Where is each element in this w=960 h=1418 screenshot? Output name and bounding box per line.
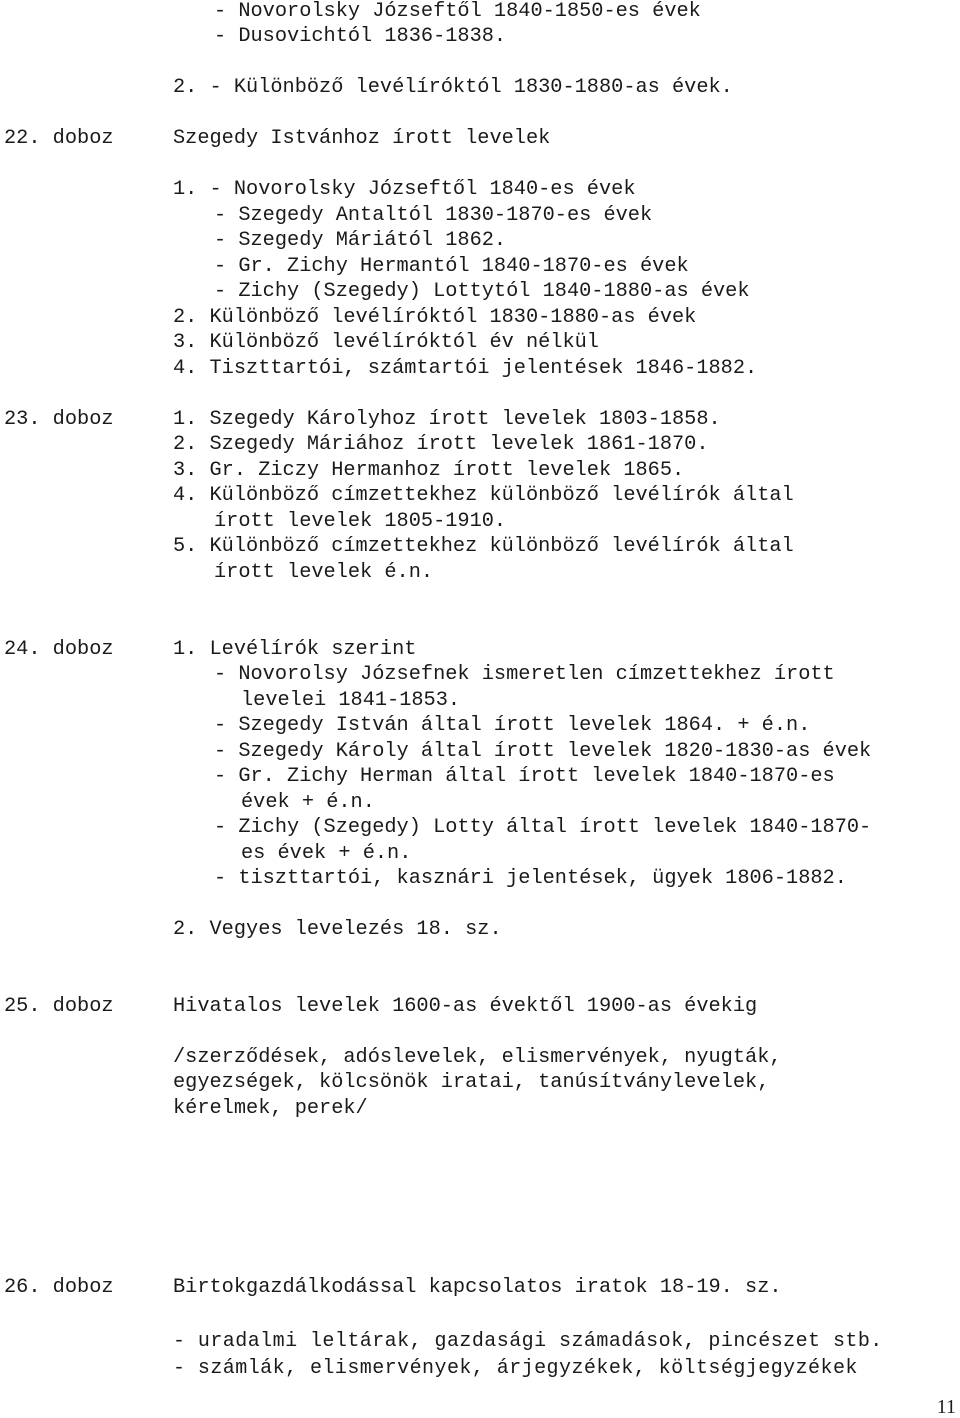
sub-item: - Szegedy Máriától 1862. (214, 229, 507, 252)
sub-item-continuation: es évek + é.n. (241, 842, 412, 865)
list-item: 4. Tiszttartói, számtartói jelentések 1846-1882. (173, 357, 758, 380)
box-title-25: Hivatalos levelek 1600-as évektől 1900-as évekig (173, 995, 758, 1018)
sub-item: - Novorolsy Józsefnek ismeretlen címzettekhez írott (214, 663, 835, 686)
page-number: 11 (936, 1396, 956, 1418)
description-line: kérelmek, perek/ (173, 1097, 368, 1120)
list-item: 1. Szegedy Károlyhoz írott levelek 1803-1858. (173, 408, 721, 431)
description-line: /szerződések, adóslevelek, elismervények, nyugták, (173, 1046, 782, 1069)
list-item: 2. Vegyes levelezés 18. sz. (173, 918, 502, 941)
list-item: 5. Különböző címzettekhez különböző levélírók által (173, 535, 794, 558)
sub-item: - Zichy (Szegedy) Lottytól 1840-1880-as évek (214, 280, 750, 303)
list-item: 2. - Különböző levélíróktól 1830-1880-as évek. (173, 76, 733, 99)
list-item: 3. Különböző levélíróktól év nélkül (173, 331, 599, 354)
bullet-item: - uradalmi leltárak, gazdasági számadások, pincészet stb. (173, 1330, 883, 1353)
box-label-22: 22. doboz (4, 127, 114, 150)
box-label-23: 23. doboz (4, 408, 114, 431)
box-title-22: Szegedy Istvánhoz írott levelek (173, 127, 551, 150)
sub-item: - Zichy (Szegedy) Lotty által írott levelek 1840-1870- (214, 816, 872, 839)
list-item: 4. Különböző címzettekhez különböző levélírók által (173, 484, 794, 507)
bullet-item: - számlák, elismervények, árjegyzékek, költségjegyzékek (173, 1357, 858, 1380)
header-line: - Novorolsky Józseftől 1840-1850-es évek (214, 0, 701, 23)
sub-item: - Szegedy Károly által írott levelek 1820-1830-as évek (214, 740, 872, 763)
sub-item: - Gr. Zichy Herman által írott levelek 1840-1870-es (214, 765, 835, 788)
box-label-26: 26. doboz (4, 1276, 114, 1299)
box-title-26: Birtokgazdálkodással kapcsolatos iratok 18-19. sz. (173, 1276, 782, 1299)
header-line: - Dusovichtól 1836-1838. (214, 25, 507, 48)
list-item: 1. - Novorolsky Józseftől 1840-es évek (173, 178, 636, 201)
list-item-continuation: írott levelek é.n. (214, 561, 434, 584)
box-label-25: 25. doboz (4, 995, 114, 1018)
sub-item: - tiszttartói, kasznári jelentések, ügyek 1806-1882. (214, 867, 847, 890)
list-item: 2. Különböző levélíróktól 1830-1880-as évek (173, 306, 697, 329)
list-item: 2. Szegedy Máriához írott levelek 1861-1870. (173, 433, 709, 456)
description-line: egyezségek, kölcsönök iratai, tanúsítványlevelek, (173, 1071, 770, 1094)
list-item-continuation: írott levelek 1805-1910. (214, 510, 507, 533)
sub-item: - Szegedy Antaltól 1830-1870-es évek (214, 204, 653, 227)
sub-item: - Szegedy István által írott levelek 1864. + é.n. (214, 714, 811, 737)
list-item: 3. Gr. Ziczy Hermanhoz írott levelek 1865. (173, 459, 685, 482)
sub-item-continuation: évek + é.n. (241, 791, 375, 814)
sub-item: - Gr. Zichy Hermantól 1840-1870-es évek (214, 255, 689, 278)
box-label-24: 24. doboz (4, 638, 114, 661)
list-item: 1. Levélírók szerint (173, 638, 417, 661)
sub-item-continuation: levelei 1841-1853. (241, 689, 461, 712)
